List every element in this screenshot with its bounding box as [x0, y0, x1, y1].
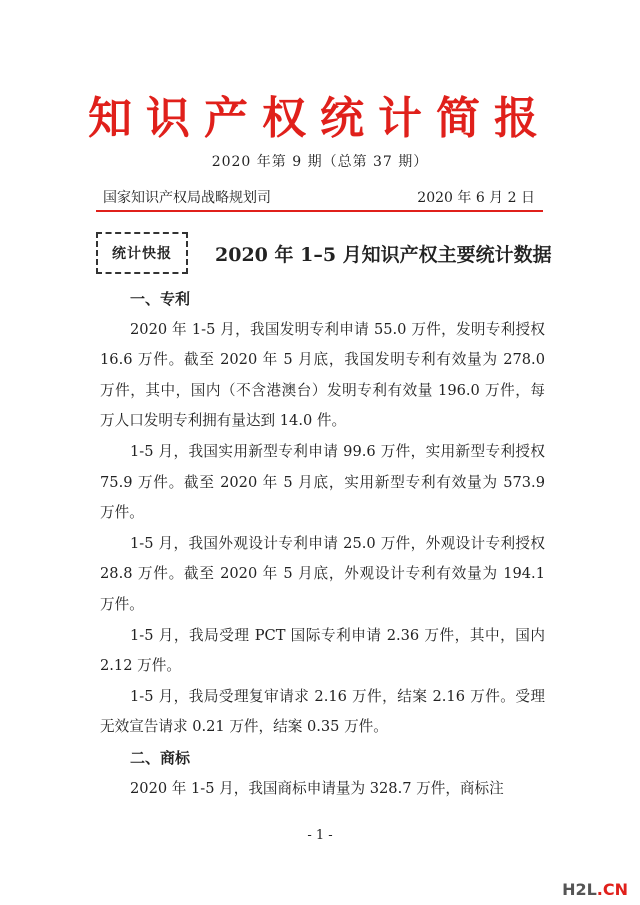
watermark-text: H2L [562, 880, 597, 899]
paragraph: 2020 年 1-5 月，我国发明专利申请 55.0 万件，发明专利授权 16.6 万件。截至 2020 年 5 月底，我国发明专利有效量为 278.0 万件，其中，国内（不含港澳台）发明专利有效量 196.0 万件，每万人口发明专利拥有量达到 14.0 件。 [100, 320, 545, 430]
paragraph: 1-5 月，我局受理 PCT 国际专利申请 2.36 万件，其中，国内 2.12 万件。 [100, 626, 545, 675]
page-number: - 1 - [307, 828, 333, 843]
category-badge: 统计快报 [96, 232, 188, 274]
paragraph: 1-5 月，我局受理复审请求 2.16 万件，结案 2.16 万件。受理无效宣告请求 0.21 万件，结案 0.35 万件。 [100, 687, 545, 736]
paragraph: 1-5 月，我国外观设计专利申请 25.0 万件，外观设计专利授权 28.8 万件。截至 2020 年 5 月底，外观设计专利有效量为 194.1 万件。 [100, 534, 545, 613]
paragraph: 1-5 月，我国实用新型专利申请 99.6 万件，实用新型专利授权 75.9 万件。截至 2020 年 5 月底，实用新型专利有效量为 573.9 万件。 [100, 442, 545, 522]
watermark-suffix: .CN [596, 880, 628, 899]
issue-number: 2020 年第 9 期（总第 37 期） [211, 154, 429, 170]
site-watermark [562, 880, 628, 899]
article-headline: 2020 年 1–5 月知识产权主要统计数据 [215, 244, 552, 266]
masthead-title: 知识产权统计简报 [88, 93, 552, 144]
section-heading-trademarks: 二、商标 [130, 748, 191, 767]
paragraph: 2020 年 1-5 月，我国商标申请量为 328.7 万件，商标注 [130, 779, 504, 797]
header-divider [96, 210, 543, 212]
section-heading-patents: 一、专利 [130, 290, 191, 308]
issuing-organization: 国家知识产权局战略规划司 [103, 190, 271, 206]
publish-date: 2020 年 6 月 2 日 [417, 190, 535, 206]
article-body [100, 284, 545, 804]
